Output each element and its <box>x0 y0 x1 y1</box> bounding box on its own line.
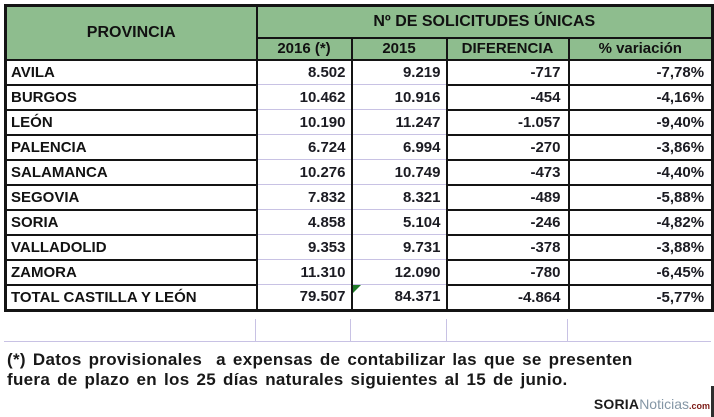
watermark-tld: .com <box>688 401 710 411</box>
diferencia-cell: -489 <box>447 185 569 210</box>
diferencia-cell: -717 <box>447 60 569 85</box>
column-group-header-solicitudes: Nº DE SOLICITUDES ÚNICAS <box>257 6 713 38</box>
diferencia-cell: -270 <box>447 135 569 160</box>
column-header-2016: 2016 (*) <box>257 38 352 60</box>
value-2015-cell: 8.321 <box>352 185 447 210</box>
soria-noticias-watermark <box>594 396 710 414</box>
variacion-cell: -4,40% <box>569 160 713 185</box>
value-2015-cell: 10.916 <box>352 85 447 110</box>
header-row-group <box>6 6 713 38</box>
province-cell: SEGOVIA <box>6 185 257 210</box>
value-2015-cell: 10.749 <box>352 160 447 185</box>
value-2015-text: 84.371 <box>394 288 441 306</box>
variacion-cell: -7,78% <box>569 60 713 85</box>
table-row-soria <box>6 210 713 235</box>
value-2015-cell: 12.090 <box>352 260 447 285</box>
value-2015-cell: 6.994 <box>352 135 447 160</box>
value-2016-cell: 10.276 <box>257 160 352 185</box>
table-row-palencia <box>6 135 713 160</box>
excel-error-indicator-icon <box>353 285 361 293</box>
table-row-zamora <box>6 260 713 285</box>
variacion-cell: -6,45% <box>569 260 713 285</box>
province-cell: BURGOS <box>6 85 257 110</box>
variacion-cell: -4,82% <box>569 210 713 235</box>
value-2016-cell: 10.462 <box>257 85 352 110</box>
column-header-2015: 2015 <box>352 38 447 60</box>
value-2016-cell: 4.858 <box>257 210 352 235</box>
table-row-segovia <box>6 185 713 210</box>
table-row-leon <box>6 110 713 135</box>
column-header-diferencia: DIFERENCIA <box>447 38 569 60</box>
province-cell: SALAMANCA <box>6 160 257 185</box>
table-row-total <box>6 285 713 311</box>
table-row-valladolid <box>6 235 713 260</box>
value-2016-cell: 6.724 <box>257 135 352 160</box>
value-2015-cell: 9.731 <box>352 235 447 260</box>
solicitudes-table <box>4 4 714 312</box>
value-2016-cell: 79.507 <box>257 285 352 311</box>
diferencia-cell: -1.057 <box>447 110 569 135</box>
province-cell: SORIA <box>6 210 257 235</box>
footnote-line-1: (*) Datos provisionales a expensas de contabilizar las que se presenten <box>7 350 633 369</box>
variacion-cell: -5,77% <box>569 285 713 311</box>
diferencia-cell: -473 <box>447 160 569 185</box>
table-row-avila <box>6 60 713 85</box>
gridline-vertical <box>350 319 351 342</box>
gridline-vertical <box>567 319 568 342</box>
diferencia-cell: -780 <box>447 260 569 285</box>
table-row-burgos <box>6 85 713 110</box>
gridline-vertical <box>446 319 447 342</box>
value-2016-cell: 7.832 <box>257 185 352 210</box>
column-header-provincia: PROVINCIA <box>6 6 257 60</box>
province-cell: LEÓN <box>6 110 257 135</box>
value-2016-cell: 8.502 <box>257 60 352 85</box>
watermark-soria: SORIA <box>593 396 640 412</box>
value-2016-cell: 11.310 <box>257 260 352 285</box>
variacion-cell: -3,88% <box>569 235 713 260</box>
value-2016-cell: 10.190 <box>257 110 352 135</box>
value-2015-cell: 11.247 <box>352 110 447 135</box>
footnote <box>7 350 709 390</box>
province-cell-total: TOTAL CASTILLA Y LEÓN <box>6 285 257 311</box>
variacion-cell: -5,88% <box>569 185 713 210</box>
diferencia-cell: -4.864 <box>447 285 569 311</box>
value-2015-cell: 5.104 <box>352 210 447 235</box>
province-cell: ZAMORA <box>6 260 257 285</box>
variacion-cell: -3,86% <box>569 135 713 160</box>
value-2016-cell: 9.353 <box>257 235 352 260</box>
watermark-noticias: Noticias <box>639 396 689 412</box>
diferencia-cell: -378 <box>447 235 569 260</box>
province-cell: PALENCIA <box>6 135 257 160</box>
variacion-cell: -9,40% <box>569 110 713 135</box>
province-cell: AVILA <box>6 60 257 85</box>
value-2015-cell: 9.219 <box>352 60 447 85</box>
diferencia-cell: -246 <box>447 210 569 235</box>
province-cell: VALLADOLID <box>6 235 257 260</box>
diferencia-cell: -454 <box>447 85 569 110</box>
variacion-cell: -4,16% <box>569 85 713 110</box>
footnote-line-2: fuera de plazo en los 25 días naturales siguientes al 15 de junio. <box>7 370 568 389</box>
value-2015-cell <box>352 285 447 311</box>
column-header-variacion: % variación <box>569 38 713 60</box>
gridline-vertical <box>255 319 256 342</box>
gridline-horizontal <box>4 341 711 342</box>
table-row-salamanca <box>6 160 713 185</box>
